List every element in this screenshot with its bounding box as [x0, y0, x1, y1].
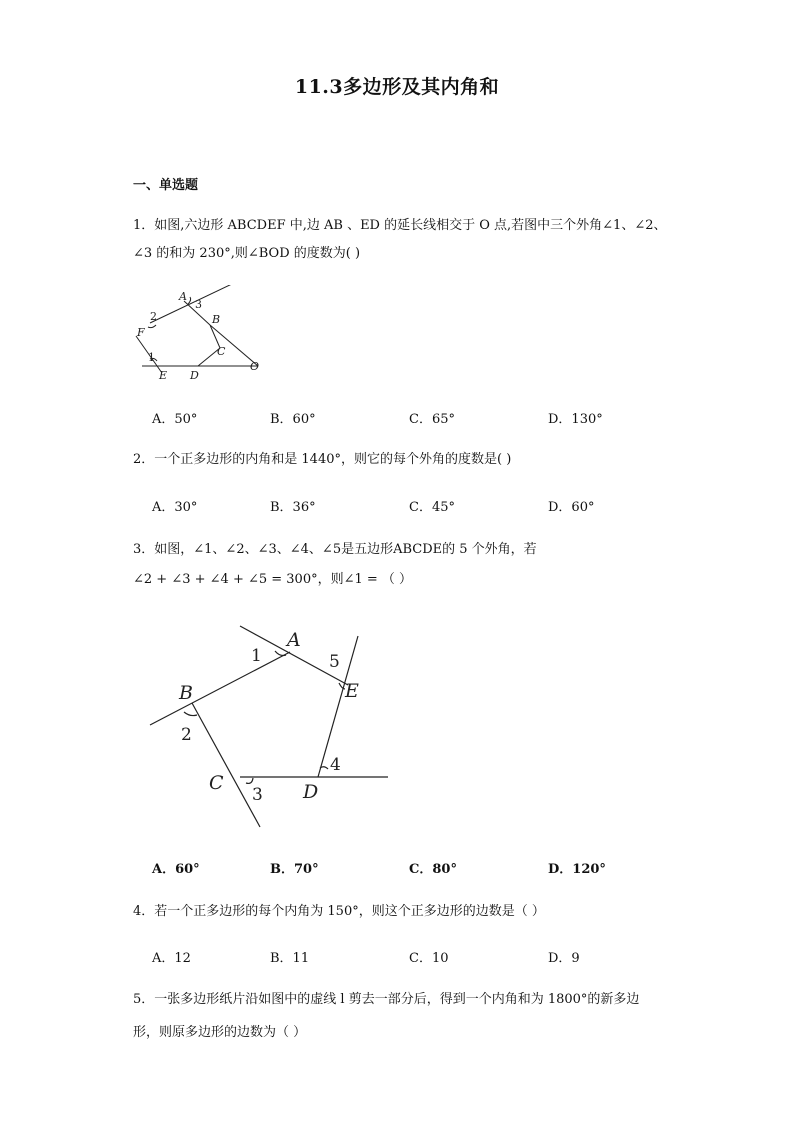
q3-label-2: 2 [181, 725, 192, 745]
question-1-stem-line2: ∠3 的和为 230°,则∠BOD 的度数为( ) [133, 246, 361, 261]
angle-2-arc [184, 712, 197, 716]
q3-label-d: D [303, 781, 319, 803]
section-heading: 一、单选题 [133, 178, 199, 193]
line-bc-extended [192, 703, 260, 827]
question-5-stem-line1: 5．一张多边形纸片沿如图中的虚线 l 剪去一部分后，得到一个内角和为 1800°的新多边 [133, 992, 640, 1007]
q1-label-o: O [250, 360, 260, 373]
question-3-stem-line1: 3．如图，∠1、∠2、∠3、∠4、∠5是五边形ABCDE的 5 个外角，若 [133, 542, 537, 557]
q3-label-e: E [345, 680, 359, 702]
question-1-figure [130, 285, 270, 385]
q3-option-a[interactable]: A．60° [152, 862, 200, 877]
q1-label-b: B [212, 313, 221, 326]
question-1-stem-line1: 1．如图,六边形 ABCDEF 中,边 AB 、ED 的延长线相交于 O 点,若图中三个外角∠1、∠2、 [133, 218, 667, 233]
q1-label-a: A [179, 290, 187, 303]
page-title: 11.3多边形及其内角和 [294, 76, 500, 98]
question-2-options [152, 496, 672, 516]
q4-option-c[interactable]: C．10 [409, 951, 449, 966]
q1-option-d[interactable]: D．130° [548, 412, 603, 427]
q1-option-a[interactable]: A．50° [152, 412, 198, 427]
q1-label-e: E [159, 369, 168, 382]
question-3-options [152, 858, 672, 878]
q3-label-a: A [287, 629, 301, 651]
question-4-stem: 4．若一个正多边形的每个内角为 150°，则这个正多边形的边数是（ ） [133, 904, 545, 919]
q3-label-1: 1 [251, 646, 262, 666]
question-1-options [152, 408, 672, 428]
q3-label-b: B [179, 682, 193, 704]
q1-label-d: D [190, 369, 199, 382]
angle-1-arc [275, 651, 286, 656]
q2-option-c[interactable]: C．45° [409, 500, 455, 515]
q3-option-c[interactable]: C．80° [409, 862, 457, 877]
q1-label-c: C [217, 345, 226, 358]
q4-option-d[interactable]: D．9 [548, 951, 580, 966]
q2-option-b[interactable]: B．36° [270, 500, 316, 515]
q1-option-c[interactable]: C．65° [409, 412, 455, 427]
q3-option-b[interactable]: B．70° [270, 862, 319, 877]
q3-label-3: 3 [252, 785, 263, 805]
q2-option-d[interactable]: D．60° [548, 500, 595, 515]
q4-option-a[interactable]: A．12 [152, 951, 191, 966]
question-5-stem-line2: 形，则原多边形的边数为（ ） [133, 1025, 307, 1040]
q1-option-b[interactable]: B．60° [270, 412, 316, 427]
q4-option-b[interactable]: B．11 [270, 951, 310, 966]
angle-3-arc [188, 297, 191, 304]
line-fa-extended [150, 285, 234, 323]
question-2-stem: 2．一个正多边形的内角和是 1440°，则它的每个外角的度数是( ) [133, 452, 512, 467]
angle-2-arc [148, 325, 156, 328]
q1-label-1: 1 [148, 351, 155, 364]
q3-label-5: 5 [329, 652, 340, 672]
question-3-figure [140, 615, 400, 835]
angle-4-arc [320, 767, 328, 769]
q1-label-3: 3 [195, 298, 202, 311]
line-ba-extended [150, 652, 290, 725]
question-3-stem-line2: ∠2 + ∠3 + ∠4 + ∠5 = 300°，则∠1 = （ ） [133, 572, 413, 587]
q1-label-2: 2 [150, 310, 157, 323]
q1-label-f: F [137, 326, 145, 339]
q2-option-a[interactable]: A．30° [152, 500, 198, 515]
q3-label-4: 4 [330, 755, 341, 775]
question-4-options [152, 947, 672, 967]
q3-label-c: C [209, 772, 224, 794]
q3-option-d[interactable]: D．120° [548, 862, 606, 877]
angle-3-arc [246, 778, 253, 783]
